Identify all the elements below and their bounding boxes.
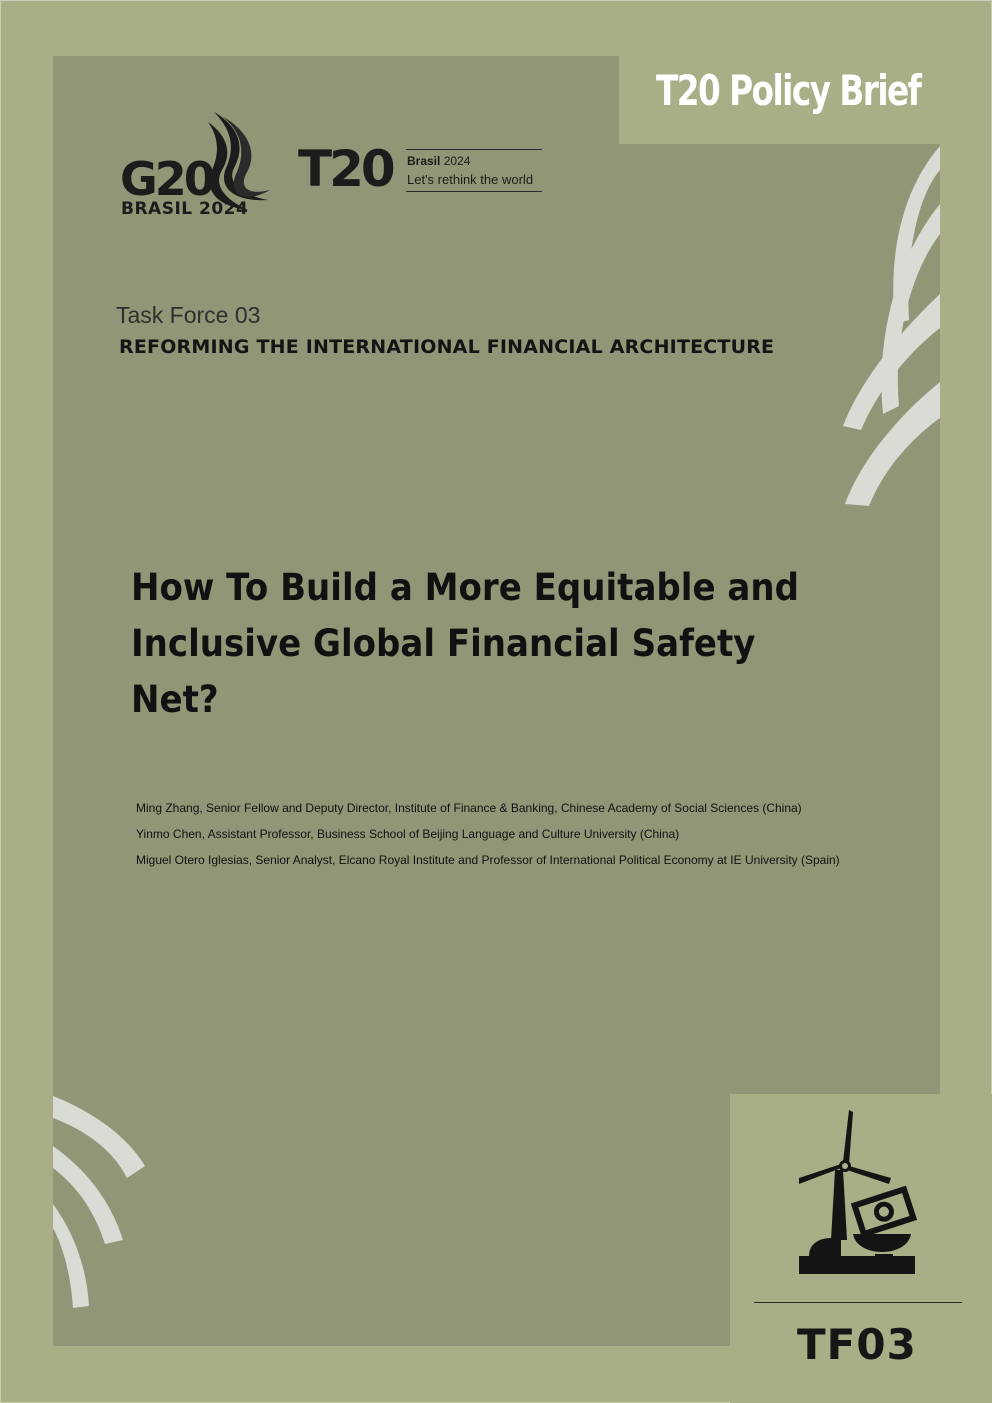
g20-logo-text: G20: [120, 152, 213, 206]
t20-rule-bottom: [406, 191, 542, 192]
decorative-swoosh-right: [835, 144, 941, 514]
task-force-name: REFORMING THE INTERNATIONAL FINANCIAL ARCHITECTURE: [119, 336, 775, 358]
author-item: Miguel Otero Iglesias, Senior Analyst, Elcano Royal Institute and Professor of International Political Economy at IE University (Spain): [136, 853, 840, 867]
t20-logo-tagline: Let's rethink the world: [407, 172, 534, 187]
author-item: Yinmo Chen, Assistant Professor, Business School of Beijing Language and Culture University (China): [136, 827, 680, 841]
author-list: [136, 795, 936, 873]
decorative-swoosh-left: [53, 1094, 149, 1334]
task-force-code: TF03: [797, 1320, 917, 1369]
t20-logo-line1: [407, 154, 470, 168]
document-title-line1: How To Build a More Equitable and: [131, 566, 799, 609]
t20-logo-year: 2024: [440, 154, 471, 168]
t20-logo-country: Brasil: [407, 154, 441, 168]
brief-title: T20 Policy Brief: [656, 66, 921, 115]
task-force-label: Task Force 03: [116, 302, 261, 328]
wind-turbine-money-icon: [795, 1108, 920, 1278]
document-title: [131, 560, 830, 728]
document-title-line2: Inclusive Global Financial Safety Net?: [131, 622, 756, 721]
author-item: Ming Zhang, Senior Fellow and Deputy Director, Institute of Finance & Banking, Chinese Academy of Social Sciences (China): [136, 801, 802, 815]
t20-rule-top: [406, 149, 542, 150]
g20-logo-subtitle: BRASIL 2024: [121, 199, 249, 219]
t20-logo-text: T20: [298, 140, 393, 198]
task-force-rule: [754, 1302, 962, 1303]
